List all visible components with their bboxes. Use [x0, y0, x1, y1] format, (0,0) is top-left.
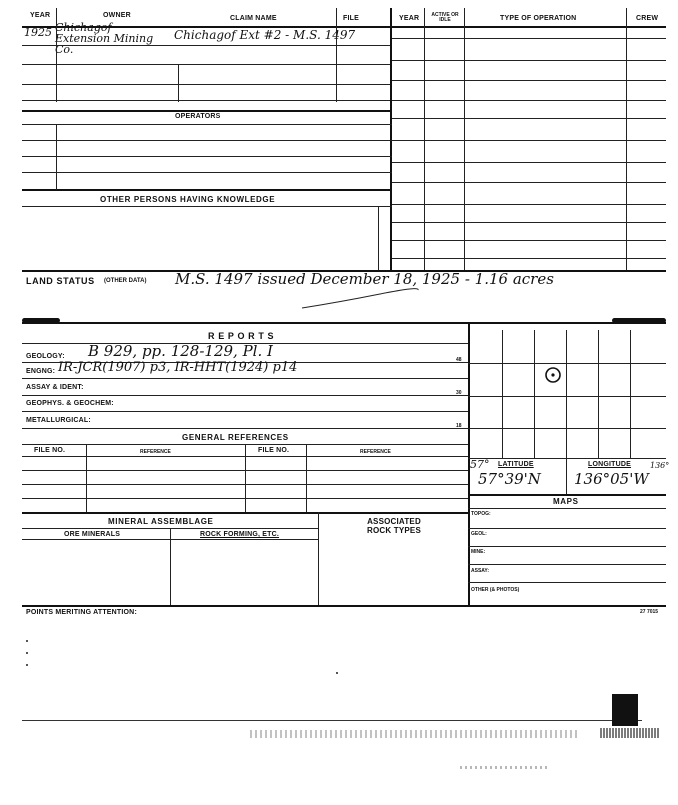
header-active-idle: ACTIVE OR IDLE: [431, 12, 459, 23]
land-status-label: LAND STATUS: [26, 276, 95, 286]
engng-label: ENGNG:: [26, 368, 56, 375]
other-persons-label: OTHER PERSONS HAVING KNOWLEDGE: [100, 195, 276, 204]
geology-label: GEOLOGY:: [26, 353, 65, 360]
maps-mine: MINE:: [471, 549, 486, 555]
general-references-title: GENERAL REFERENCES: [182, 433, 289, 442]
scan-artifact: [612, 694, 638, 726]
entry-year: 1925: [24, 26, 52, 39]
ore-minerals-header: ORE MINERALS: [64, 531, 121, 538]
gr-header-file-no-1: FILE NO.: [34, 447, 66, 454]
maps-geol: GEOL:: [471, 531, 487, 537]
scan-noise-2: [600, 728, 660, 738]
header-crew: CREW: [636, 15, 659, 22]
mineral-assemblage-title: MINERAL ASSEMBLAGE: [108, 517, 214, 526]
land-status-sub-label: (OTHER DATA): [104, 278, 147, 284]
longitude-label: LONGITUDE: [588, 461, 632, 468]
gr-header-reference-2: REFERENCE: [360, 449, 391, 455]
gr-header-file-no-2: FILE NO.: [258, 447, 290, 454]
location-marker-icon: [542, 364, 564, 386]
header-owner: OWNER: [103, 12, 131, 19]
rock-forming-header: ROCK FORMING, ETC.: [200, 531, 280, 538]
header-year-2: YEAR: [399, 15, 420, 22]
geophys-label: GEOPHYS. & GEOCHEM:: [26, 400, 114, 407]
longitude-suffix: 136°: [650, 461, 670, 470]
points-meriting-label: POINTS MERITING ATTENTION:: [26, 609, 137, 616]
assay-label: ASSAY & IDENT:: [26, 384, 84, 391]
metallurgical-label: METALLURGICAL:: [26, 417, 91, 424]
grid-number-48: 48: [456, 357, 462, 363]
reports-title: R E P O R T S: [208, 331, 275, 341]
land-status-value: M.S. 1497 issued December 18, 1925 - 1.16 acres: [175, 270, 554, 288]
grid-number-30: 30: [456, 390, 462, 396]
pen-stroke: [300, 288, 420, 310]
geology-value: B 929, pp. 128-129, Pl. I: [88, 342, 273, 360]
latitude-label: LATITUDE: [498, 461, 534, 468]
header-type-of-operation: TYPE OF OPERATION: [500, 15, 577, 22]
header-file: FILE: [343, 15, 359, 22]
engng-value: IR-JCR(1907) p3, IR-HHT(1924) p14: [58, 360, 298, 375]
form-number: 27 7015: [640, 609, 659, 615]
maps-title: MAPS: [553, 497, 579, 506]
longitude-value: 136°05'W: [574, 470, 649, 488]
entry-claim-name: Chichagof Ext #2 - M.S. 1497: [174, 28, 356, 42]
header-claim-name: CLAIM NAME: [230, 15, 277, 22]
latitude-value: 57°39'N: [478, 470, 541, 488]
gr-header-reference-1: REFERENCE: [140, 449, 171, 455]
latitude-prefix: 57°: [470, 458, 490, 471]
operators-label: OPERATORS: [175, 113, 221, 120]
header-year: YEAR: [30, 12, 51, 19]
maps-assay: ASSAY:: [471, 568, 490, 574]
associated-rock-types: ASSOCIATED ROCK TYPES: [366, 517, 421, 535]
maps-other: OTHER (& PHOTOS): [471, 587, 520, 593]
scan-noise: [250, 730, 580, 738]
maps-topog: TOPOG:: [471, 511, 491, 517]
grid-number-18: 18: [456, 423, 462, 429]
entry-owner: Chichagof Extension Mining Co.: [55, 21, 154, 56]
scan-noise-3: [460, 766, 550, 769]
